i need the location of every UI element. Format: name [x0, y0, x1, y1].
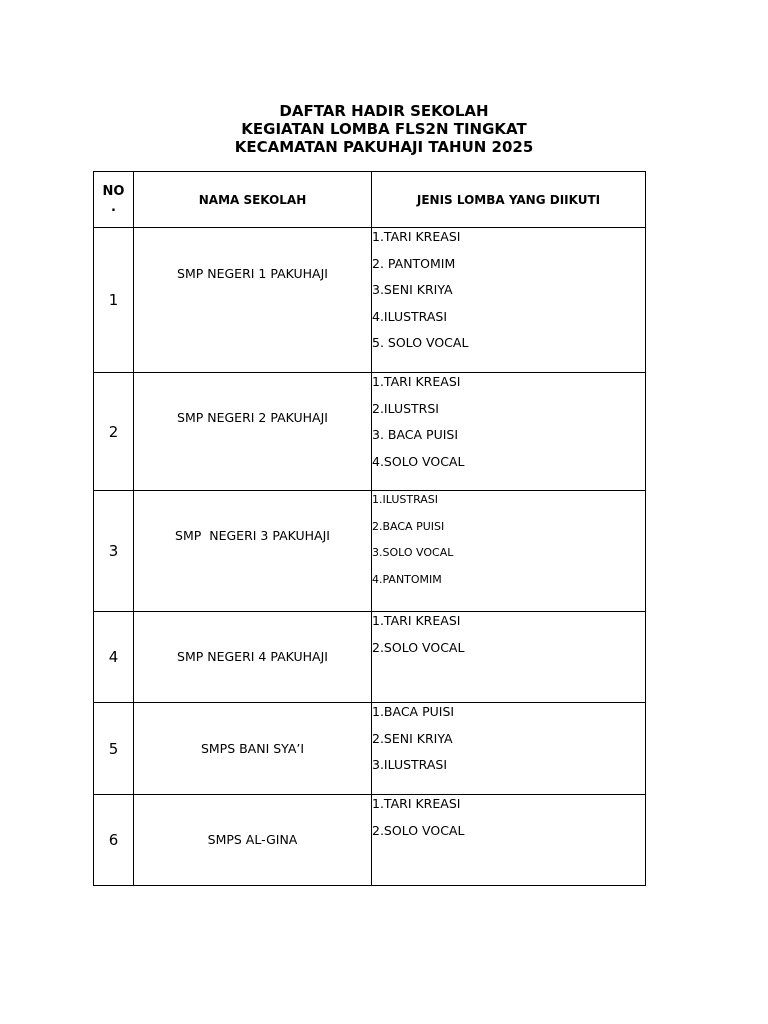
competition-item: 2. PANTOMIM	[372, 255, 456, 271]
competition-item: 4.ILUSTRASI	[372, 308, 448, 324]
school-name: SMPS BANI SYA’I	[134, 703, 372, 795]
competition-item: 1.TARI KREASI	[372, 613, 461, 628]
attendance-table	[93, 171, 646, 886]
competition-item: 4.SOLO VOCAL	[372, 453, 465, 469]
school-name: SMP NEGERI 1 PAKUHAJI	[134, 228, 372, 373]
competition-list	[372, 795, 646, 886]
table-header-row	[94, 172, 646, 228]
document-title	[0, 102, 768, 156]
school-name: SMP NEGERI 2 PAKUHAJI	[134, 373, 372, 491]
row-number: 6	[94, 795, 134, 886]
competition-item: 1.TARI KREASI	[372, 229, 461, 244]
title-line-3: KECAMATAN PAKUHAJI TAHUN 2025	[234, 138, 534, 156]
competition-item: 5. SOLO VOCAL	[372, 335, 469, 350]
competition-item: 2.BACA PUISI	[372, 519, 445, 533]
competition-item: 3.SOLO VOCAL	[372, 546, 454, 559]
competition-list	[372, 612, 646, 703]
competition-item: 1.TARI KREASI	[372, 374, 461, 389]
table-row	[94, 703, 646, 795]
school-name: SMPS AL-GINA	[134, 795, 372, 886]
competition-list	[372, 373, 646, 491]
table-row	[94, 612, 646, 703]
competition-list	[372, 703, 646, 795]
title-line-2: KEGIATAN LOMBA FLS2N TINGKAT	[241, 120, 527, 138]
row-number: 3	[94, 491, 134, 612]
competition-list	[372, 491, 646, 612]
competition-item: 2.ILUSTRSI	[372, 400, 439, 416]
competition-item: 1.ILUSTRASI	[372, 493, 439, 506]
table-row	[94, 795, 646, 886]
table-row	[94, 373, 646, 491]
competition-item: 2.SOLO VOCAL	[372, 822, 465, 838]
competition-item: 3.SENI KRIYA	[372, 282, 453, 297]
competition-item: 3.ILUSTRASI	[372, 757, 448, 772]
column-header-jenis-lomba: JENIS LOMBA YANG DIIKUTI	[372, 172, 646, 228]
table-row	[94, 491, 646, 612]
row-number: 5	[94, 703, 134, 795]
competition-item: 1.TARI KREASI	[372, 796, 461, 811]
competition-item: 3. BACA PUISI	[372, 427, 459, 442]
school-name: SMP NEGERI 4 PAKUHAJI	[134, 612, 372, 703]
column-header-nama-sekolah: NAMA SEKOLAH	[134, 172, 372, 228]
competition-item: 2.SOLO VOCAL	[372, 639, 465, 655]
column-header-no: NO .	[94, 172, 134, 228]
row-number: 1	[94, 228, 134, 373]
competition-item: 1.BACA PUISI	[372, 704, 455, 719]
row-number: 2	[94, 373, 134, 491]
title-line-1: DAFTAR HADIR SEKOLAH	[279, 102, 489, 120]
table-row	[94, 228, 646, 373]
school-name: SMP NEGERI 3 PAKUHAJI	[134, 491, 372, 612]
row-number: 4	[94, 612, 134, 703]
competition-item: 2.SENI KRIYA	[372, 730, 453, 746]
competition-list	[372, 228, 646, 373]
competition-item: 4.PANTOMIM	[372, 572, 442, 586]
